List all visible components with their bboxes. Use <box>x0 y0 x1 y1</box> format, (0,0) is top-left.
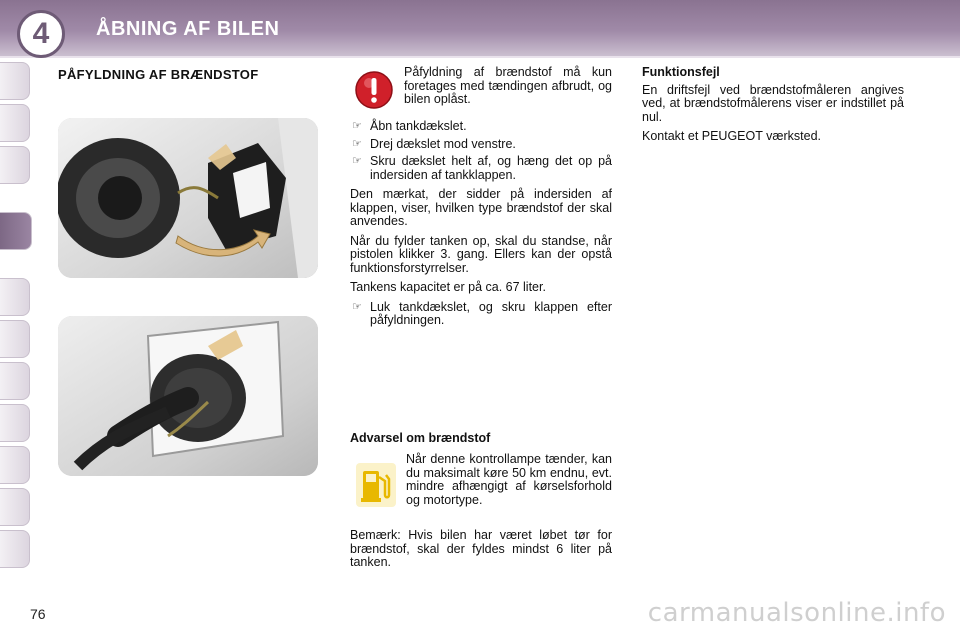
refill-paragraph: Når du fylder tanken op, skal du standse, når pistolen klikker 3. gang. Ellers kan der opstå funktionsforstyrrelser. <box>350 233 612 275</box>
capacity-paragraph: Tankens kapacitet er på ca. 67 liter. <box>350 280 546 294</box>
malfunction-column <box>642 66 904 150</box>
step-item: ☞ Luk tankdækslet, og skru klappen efter påfyldningen. <box>352 299 612 327</box>
side-tab-3[interactable] <box>0 146 30 184</box>
ignition-warning-text: Påfyldning af brændstof må kun foretages med tændingen afbrudt, og bilen oplåst. <box>404 65 612 106</box>
watermark: carmanualsonline.info <box>647 598 946 628</box>
malfunction-title: Funktionsfejl <box>642 65 720 79</box>
step-item: ☞ Skru dækslet helt af, og hæng det op på indersiden af tankklappen. <box>352 154 612 182</box>
side-tab-1[interactable] <box>0 62 30 100</box>
exclamation-warning-icon <box>354 70 394 110</box>
section-title: PÅFYLDNING AF BRÆNDSTOF <box>58 67 259 82</box>
chapter-title: ÅBNING AF BILEN <box>96 18 280 40</box>
step-item: ☞ Åbn tankdækslet. <box>352 119 467 133</box>
step-item: ☞ Drej dækslet mod venstre. <box>352 136 516 151</box>
side-tab-5[interactable] <box>0 278 30 316</box>
side-tab-10[interactable] <box>0 488 30 526</box>
hand-pointer-icon: ☞ <box>352 137 362 150</box>
fuel-flap-open-illustration <box>58 118 318 278</box>
malfunction-paragraph: En driftsfejl ved brændstofmåleren angives ved, at brændstofmålerens viser er indstillet på nul. <box>642 82 904 124</box>
hand-pointer-icon: ☞ <box>352 155 362 167</box>
fuel-warning-block <box>350 453 612 523</box>
side-tab-9[interactable] <box>0 446 30 484</box>
fuel-flap-open-photo <box>58 118 318 278</box>
ignition-warning <box>350 66 612 114</box>
fuel-cap-closing-photo <box>58 316 318 476</box>
closing-steps-list <box>350 301 612 328</box>
empty-tank-note: Bemærk: Hvis bilen har været løbet tør for brændstof, skal der fyldes mindst 6 liter på tanken. <box>350 528 612 569</box>
chapter-side-tabs <box>0 62 34 572</box>
side-tab-8[interactable] <box>0 404 30 442</box>
side-tab-11[interactable] <box>0 530 30 568</box>
label-paragraph: Den mærkat, der sidder på indersiden af klappen, viser, hvilken type brændstof der skal anvendes. <box>350 187 612 228</box>
fuel-cap-closing-illustration <box>58 316 318 476</box>
chapter-number: 4 <box>32 17 50 50</box>
page-number: 76 <box>30 606 46 622</box>
spacer <box>350 334 612 432</box>
opening-steps-list <box>350 120 612 182</box>
fuel-pump-icon <box>356 463 396 507</box>
fuel-warning-text: Når denne kontrollampe tænder, kan du maksimalt køre 50 km endnu, evt. mindre afhængigt af kørselsforhold og motortype. <box>406 452 612 507</box>
contact-paragraph: Kontakt et PEUGEOT værksted. <box>642 129 822 143</box>
header-divider <box>0 56 960 58</box>
side-tab-7[interactable] <box>0 362 30 400</box>
hand-pointer-icon: ☞ <box>352 120 362 132</box>
side-tab-6[interactable] <box>0 320 30 358</box>
side-tab-2[interactable] <box>0 104 30 142</box>
hand-pointer-icon: ☞ <box>352 300 362 313</box>
side-tab-4-active[interactable] <box>0 212 32 250</box>
fuel-warning-title: Advarsel om brændstof <box>350 430 491 445</box>
instructions-column <box>350 66 612 576</box>
chapter-number-badge <box>17 10 65 58</box>
